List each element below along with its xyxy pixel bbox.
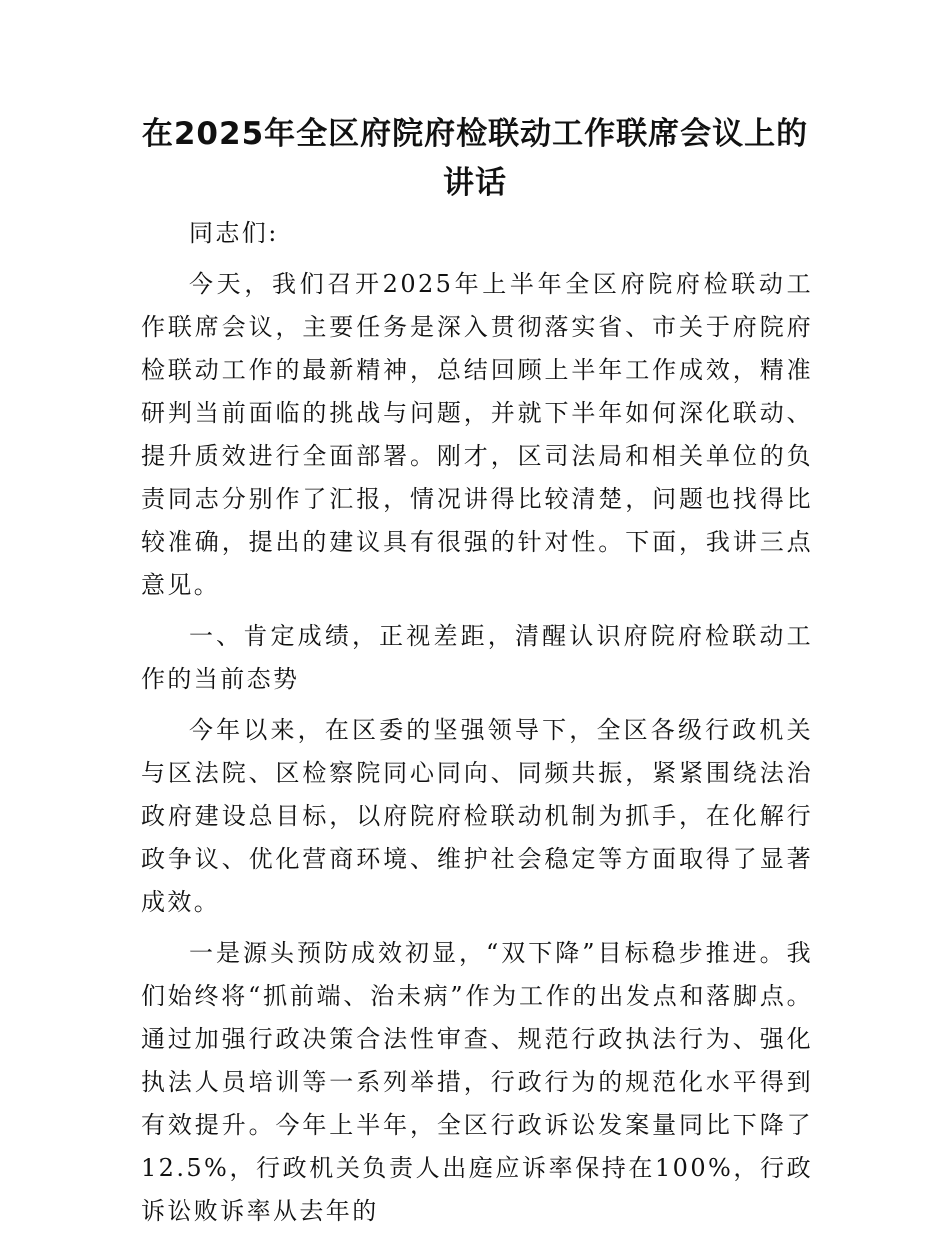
body-paragraph: 今年以来，在区委的坚强领导下，全区各级行政机关与区法院、区检察院同心同向、同频共振，紧紧围绕法治政府建设总目标，以府院府检联动机制为抓手，在化解行政争议、优化营商环境、维护社会稳定等方面取得了显著成效。 [141,716,813,916]
section-heading-1: 一、肯定成绩，正视差距，清醒认识府院府检联动工作的当前态势 [141,622,813,693]
body-paragraph: 一是源头预防成效初显，“双下降”目标稳步推进。我们始终将“抓前端、治未病”作为工作的出发点和落脚点。通过加强行政决策合法性审查、规范行政执法行为、强化执法人员培训等一系列举措，行政行为的规范化水平得到有效提升。今年上半年，全区行政诉讼发案量同比下降了12.5%，行政机关负责人出庭应诉率保持在100%，行政诉讼败诉率从去年的 [141,939,813,1225]
document-title: 在2025年全区府院府检联动工作联席会议上的讲话 [141,116,809,201]
intro-paragraph: 今天，我们召开2025年上半年全区府院府检联动工作联席会议，主要任务是深入贯彻落实省、市关于府院府检联动工作的最新精神，总结回顾上半年工作成效，精准研判当前面临的挑战与问题，并就下半年如何深化联动、提升质效进行全面部署。刚才，区司法局和相关单位的负责同志分别作了汇报，情况讲得比较清楚，问题也找得比较准确，提出的建议具有很强的针对性。下面，我讲三点意见。 [141,270,813,599]
document-body [141,212,813,1241]
salutation-paragraph: 同志们: [189,219,279,247]
